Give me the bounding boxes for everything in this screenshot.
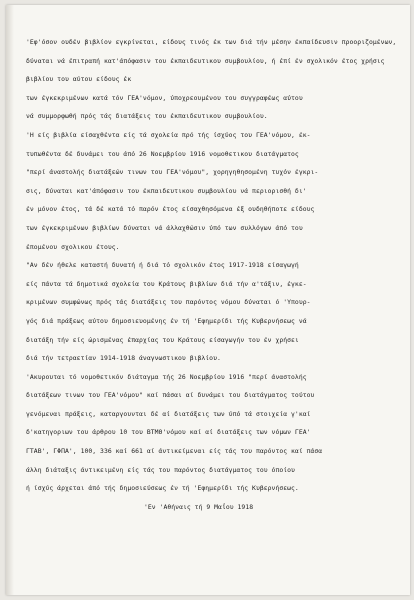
text-line: δ'κατηγοριων του άρθρου 10 του ΒΤΜΘ'νόμου καί αί διατάξεις των νόμων ΓΕΑ' [26, 428, 311, 437]
document-page [6, 5, 410, 595]
text-line: 'Εφ'όσον ουδέν βιβλίον εγκρίνεται, είδους τινός έκ των διά τήν μέσην έκπαίδευσιν προοριζομένων, δύναται νά έπιτραπή κατ'άπόφασιν του έκπαιδευτικου συμβουλίου, ή έπί έν σχολικόν έτος χρήσις βιβλίου του αύτου είδους έκ [26, 38, 397, 84]
text-line: κριμένων συμφώνως πρός τάς διατάξεις του παρόντος νόμου δύναται ό 'Υπουρ- [26, 298, 311, 307]
text-line: ή ίσχύς άρχεται άπό τής δημοσιεύσεως έν τή 'Εφημερίδι τής Κυβερνήσεως. [26, 484, 299, 493]
text-line: "περί άναστολής διατάξεών τινων του ΓΕΑ'νόμου", χορηγηθησομένη τυχόν έγκρι- [26, 168, 319, 177]
text-line: "Αν δέν ήθελε καταστή δυνατή ή διά τό σχολικόν έτος 1917-1918 είσαγωγή [26, 261, 299, 270]
text-line: διά τήν τετραετίαν 1914-1918 άναγνωστικου βιβλίου. [26, 354, 221, 363]
text-line: γενόμεναι πράξεις, καταργουνται δέ αί διατάξεις των ύπό τά στοιχεία γ'καί [26, 409, 311, 418]
date-signoff: 'Εν 'Αθήναις τή 9 Μαΐου 1918 [144, 502, 254, 511]
text-line: γός διά πράξεως αύτου δημοσιευομένης έν τή 'Εφημερίδι τής Κυβερνήσεως νά [26, 316, 307, 325]
text-line: έπομένου σχολικου έτους. [26, 242, 120, 251]
text-line: σις, δύναται κατ'άπόφασιν του έκπαιδευτικου συμβουλίου νά περιορισθή δι' [26, 186, 307, 195]
text-line: διατάξεων τινων του ΓΕΑ'νόμου" καί πάσαι αί δυνάμει του διατάγματος τούτου [26, 391, 315, 400]
text-line: των έγκεκριμένων κατά τόν ΓΕΑ'νόμον, ύποχρεουμένου του συγγραφέως αύτου [26, 93, 303, 102]
text-line: έν μόνον έτος, τά δέ κατά τό παρόν έτος είσαχθησόμενα έξ ουδηθήποτε είδους [26, 205, 315, 214]
text-line: νά συμμορφωθή πρός τάς διατάξεις του έκπαιδευτικου συμβουλίου. [26, 112, 268, 121]
page-fold-shadow [6, 5, 14, 595]
text-line: είς πάντα τά δημοτικά σχολεία του Κράτους βιβλίων διά τήν α'τάξιν, έγκε- [26, 279, 307, 288]
text-line: 'Η είς βιβλία είσαχθέντα είς τά σχολεία πρό τής ίσχύος του ΓΕΑ'νόμου, έκ- [26, 130, 311, 139]
text-line: άλλη διάταξις άντικειμένη είς τάς του παρόντος διατάγματος του όποίου [26, 465, 295, 474]
text-line: τυπωθέντα δέ δυνάμει του άπό 26 Νοεμβρίου 1916 νομοθετικου διατάγματος [26, 149, 299, 158]
text-line: των έγκεκριμένων βιβλίων δύναται νά άλλαχθώσιν ύπό των συλλόγων άπό του [26, 223, 303, 232]
document-body [26, 33, 402, 516]
text-line: διατάξη τήν είς ώρισμένας έπαρχίας του Κράτους είσαγωγήν του έν χρήσει [26, 335, 299, 344]
text-line: ΓΤΑΒ', ΓΦΠΑ', 100, 336 καί 661 αί άντικείμεναι είς τάς του παρόντος καί πάσα [26, 447, 323, 456]
text-line: 'Ακυρουται τό νομοθετικόν διάταγμα τής 26 Νοεμβρίου 1916 "περί άναστολής [26, 372, 307, 381]
